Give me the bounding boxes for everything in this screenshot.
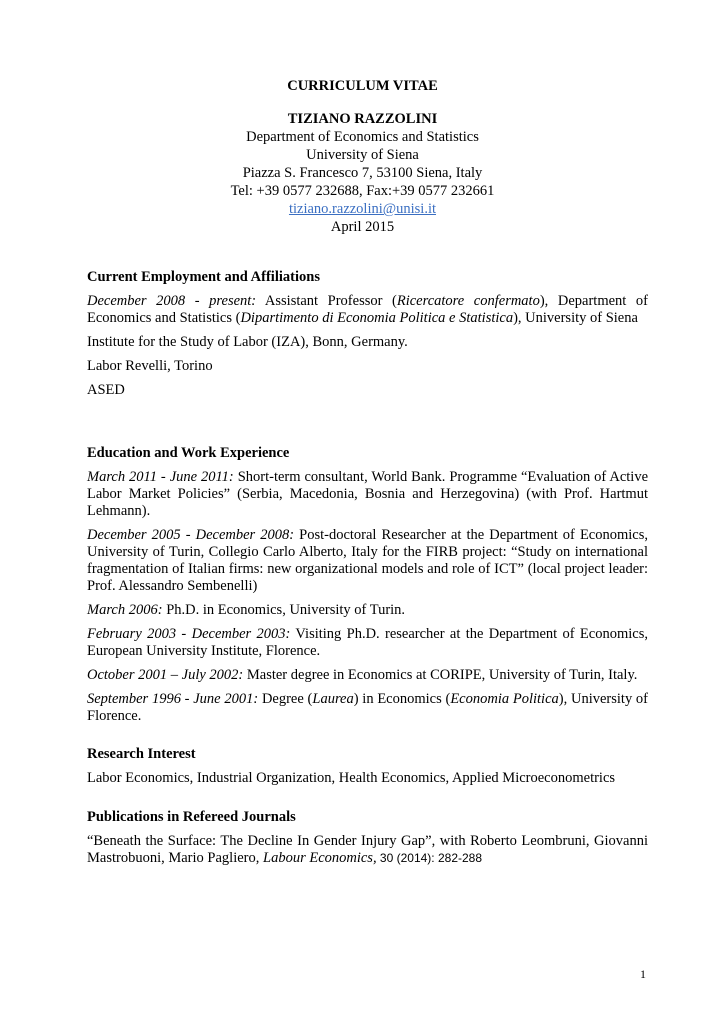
- entry-date: December 2005 - December 2008:: [87, 527, 295, 543]
- publications-heading: Publications in Refereed Journals: [87, 809, 296, 825]
- entry-text: Degree (: [258, 691, 313, 707]
- phone-fax: Tel: +39 0577 232688, Fax:+39 0577 232661: [230, 183, 495, 199]
- entry-text: Post-doctoral Researcher at the Department of Economics, University of Turin, Collegio Carlo Alberto, Italy for the FIRB project: “Study on international fragmentation of Italian firms: new organizational models and role of ICT” (local project leader: Prof. Alessandro Sembenelli): [87, 527, 648, 594]
- education-entry: [87, 626, 648, 660]
- entry-date: October 2001 – July 2002:: [87, 667, 244, 683]
- entry-italic: Economia Politica: [450, 691, 559, 707]
- entry-text: ) in Economics (: [353, 691, 451, 707]
- research-section: [87, 746, 648, 794]
- employment-section: [87, 269, 648, 406]
- research-text: Labor Economics, Industrial Organization, Health Economics, Applied Microeconometrics: [87, 770, 616, 786]
- employment-heading: Current Employment and Affiliations: [87, 269, 320, 285]
- university: University of Siena: [306, 147, 419, 163]
- affiliation-entry: ASED: [87, 382, 125, 398]
- department: Department of Economics and Statistics: [246, 129, 479, 145]
- entry-text: Master degree in Economics at CORIPE, University of Turin, Italy.: [243, 667, 638, 683]
- publication-text: “Beneath the Surface: The Decline In Gender Injury Gap”, with Roberto Leombruni, Giovanni Mastrobuoni, Mario Pagliero,: [87, 833, 648, 866]
- entry-text: Assistant Professor (: [256, 293, 397, 309]
- education-entry: [87, 527, 648, 595]
- entry-text: ), Department of Economics and Statistics (: [87, 293, 648, 326]
- publication-reference: 30 (2014): 282-288: [376, 851, 483, 865]
- entry-date: December 2008 - present:: [87, 293, 257, 309]
- education-entry: [87, 602, 648, 619]
- education-entry: [87, 667, 648, 684]
- education-entry: [87, 691, 648, 725]
- author-name: TIZIANO RAZZOLINI: [287, 111, 438, 127]
- journal-name: Labour Economics,: [263, 850, 377, 866]
- entry-text: Visiting Ph.D. researcher at the Department of Economics, European University Institute, Florence.: [87, 626, 648, 659]
- research-heading: Research Interest: [87, 746, 196, 762]
- entry-text: Short-term consultant, World Bank. Programme “Evaluation of Active Labor Market Policies” (Serbia, Macedonia, Bosnia and Herzegovina) (with Prof. Hartmut Lehmann).: [87, 469, 649, 519]
- contact-block: [0, 110, 725, 236]
- entry-date: September 1996 - June 2001:: [87, 691, 259, 707]
- affiliation-entry: Labor Revelli, Torino: [87, 358, 213, 374]
- page-number: 1: [640, 967, 646, 981]
- entry-italic: Ricercatore confermato: [396, 293, 540, 309]
- employment-entry: [87, 293, 648, 327]
- entry-text: ), University of Florence.: [87, 691, 649, 724]
- cv-date: April 2015: [330, 219, 395, 235]
- entry-text: ), University of Siena: [513, 310, 638, 326]
- entry-text: Ph.D. in Economics, University of Turin.: [162, 602, 406, 618]
- entry-date: March 2011 - June 2011:: [87, 469, 234, 485]
- address: Piazza S. Francesco 7, 53100 Siena, Italy: [242, 165, 483, 181]
- publications-section: [87, 809, 648, 874]
- entry-italic: Laurea: [312, 691, 354, 707]
- affiliation-entry: Institute for the Study of Labor (IZA), Bonn, Germany.: [87, 334, 408, 350]
- entry-date: March 2006:: [87, 602, 163, 618]
- email-link[interactable]: tiziano.razzolini@unisi.it: [288, 201, 437, 217]
- document-title: CURRICULUM VITAE: [287, 78, 438, 94]
- entry-date: February 2003 - December 2003:: [87, 626, 291, 642]
- education-entry: [87, 469, 648, 520]
- education-heading: Education and Work Experience: [87, 445, 290, 461]
- entry-italic: Dipartimento di Economia Politica e Statistica: [240, 310, 514, 326]
- education-section: [87, 445, 648, 732]
- publication-entry: [87, 833, 648, 867]
